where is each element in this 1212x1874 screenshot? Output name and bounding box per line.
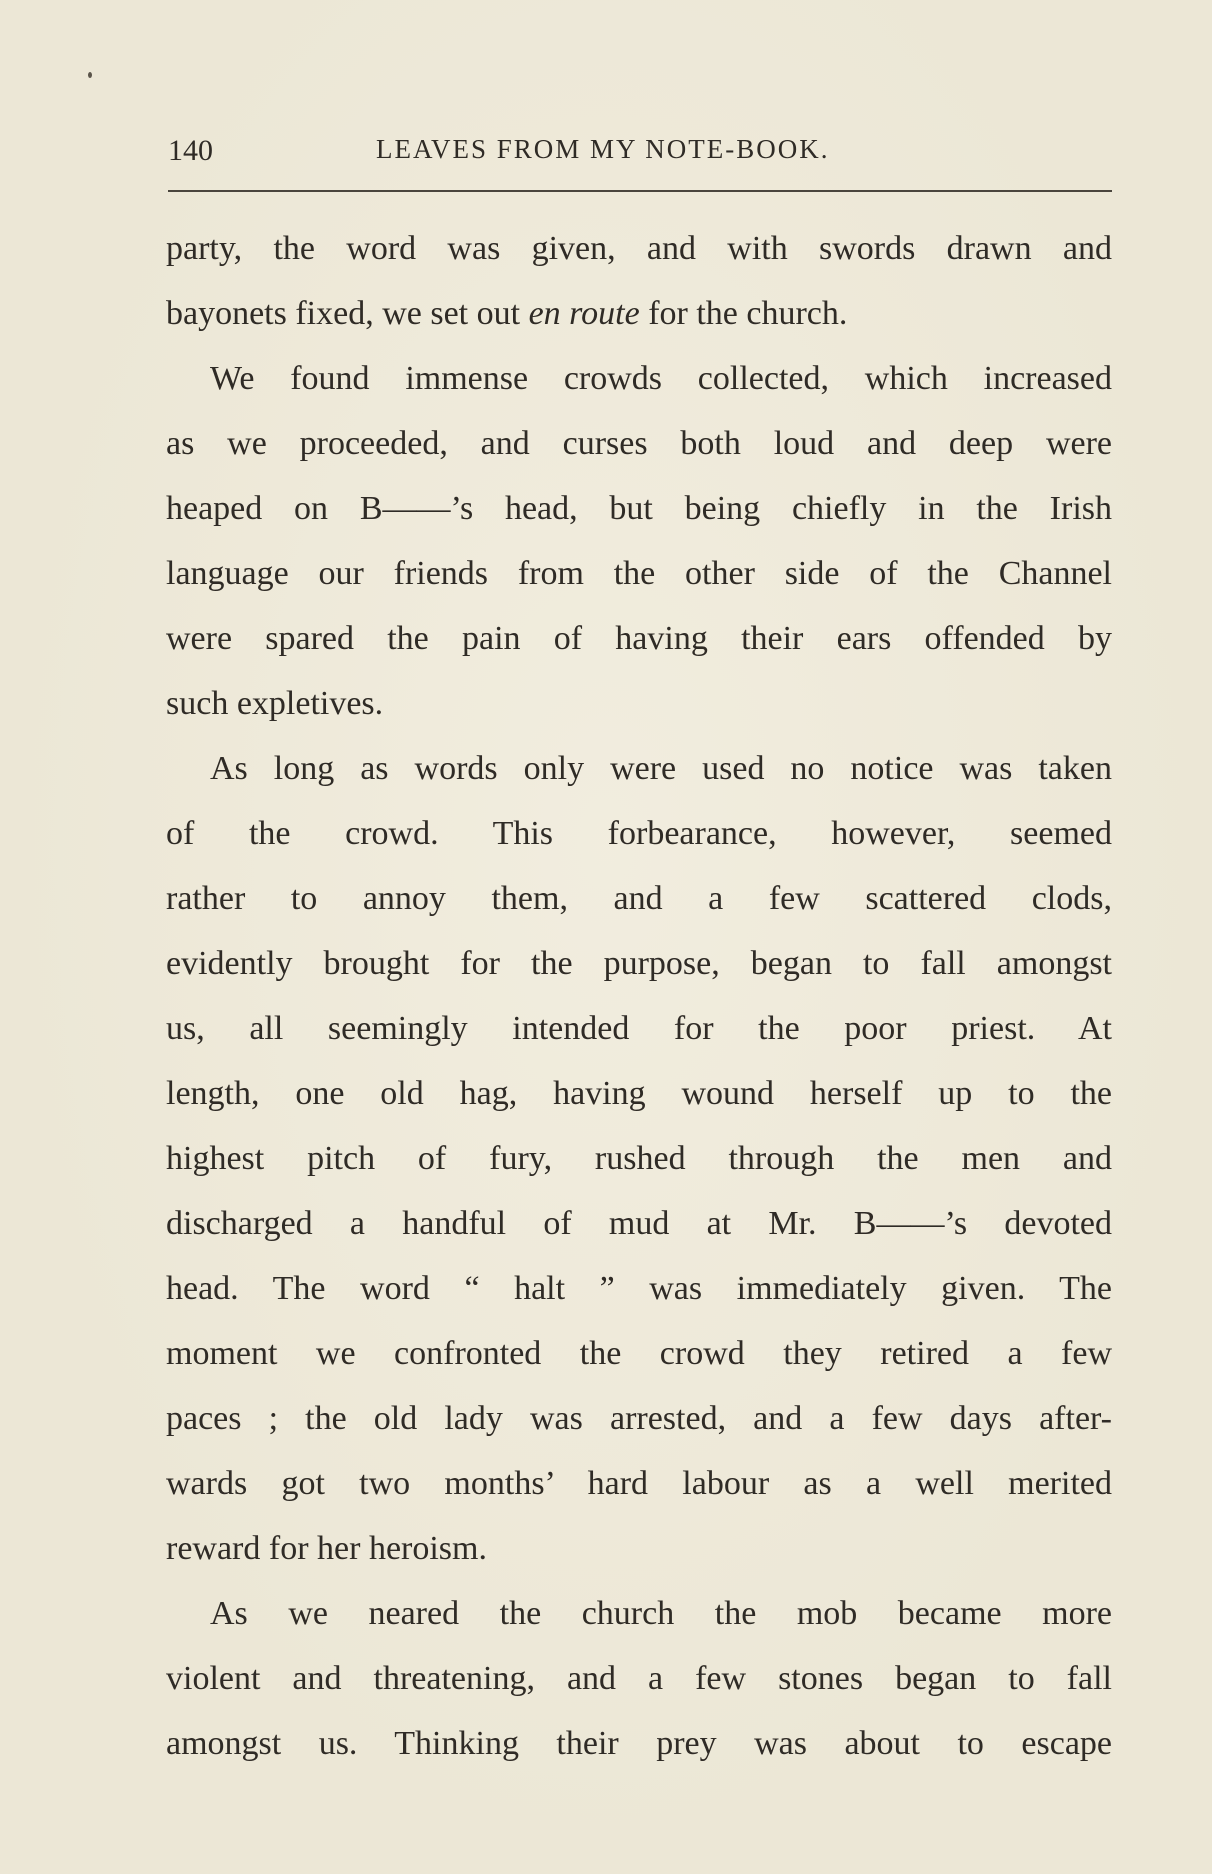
page-header <box>168 134 1116 174</box>
text-line: head. The word “ halt ” was immediately given. The <box>166 1270 1112 1307</box>
text-line: violent and threatening, and a few stones began to fall <box>166 1660 1112 1697</box>
text-line: highest pitch of fury, rushed through the men and <box>166 1140 1112 1177</box>
text-line: rather to annoy them, and a few scattered clods, <box>166 880 1112 917</box>
text-line: language our friends from the other side of the Channel <box>166 555 1112 592</box>
text-line: evidently brought for the purpose, began to fall amongst <box>166 945 1112 982</box>
header-rule <box>168 190 1112 192</box>
text-line: us, all seemingly intended for the poor priest. At <box>166 1010 1112 1047</box>
text-line: As we neared the church the mob became more <box>210 1595 1112 1632</box>
text-line: party, the word was given, and with swords drawn and <box>166 230 1112 267</box>
page-number: 140 <box>168 134 213 167</box>
italic-phrase: en route <box>528 295 640 332</box>
text-line: paces ; the old lady was arrested, and a few days after- <box>166 1400 1112 1437</box>
text-line: amongst us. Thinking their prey was about to escape <box>166 1725 1112 1762</box>
text-line: of the crowd. This forbearance, however, seemed <box>166 815 1112 852</box>
text-line: were spared the pain of having their ears offended by <box>166 620 1112 657</box>
text-line: bayonets fixed, we set out en route for the church. <box>166 295 848 332</box>
text-line: heaped on B——’s head, but being chiefly in the Irish <box>166 490 1112 527</box>
text-line: wards got two months’ hard labour as a well merited <box>166 1465 1112 1502</box>
text-line: discharged a handful of mud at Mr. B——’s devoted <box>166 1205 1112 1242</box>
text-line: such expletives. <box>166 685 384 722</box>
text-line: moment we confronted the crowd they retired a few <box>166 1335 1112 1372</box>
running-head: LEAVES FROM MY NOTE-BOOK. <box>376 134 830 164</box>
text-line: as we proceeded, and curses both loud and deep were <box>166 425 1112 462</box>
text-line: reward for her heroism. <box>166 1530 487 1567</box>
body-text <box>166 216 1112 1776</box>
text-line: As long as words only were used no notice was taken <box>210 750 1112 787</box>
ink-speck <box>88 72 92 78</box>
text-line: length, one old hag, having wound herself up to the <box>166 1075 1112 1112</box>
text-line: We found immense crowds collected, which increased <box>210 360 1112 397</box>
